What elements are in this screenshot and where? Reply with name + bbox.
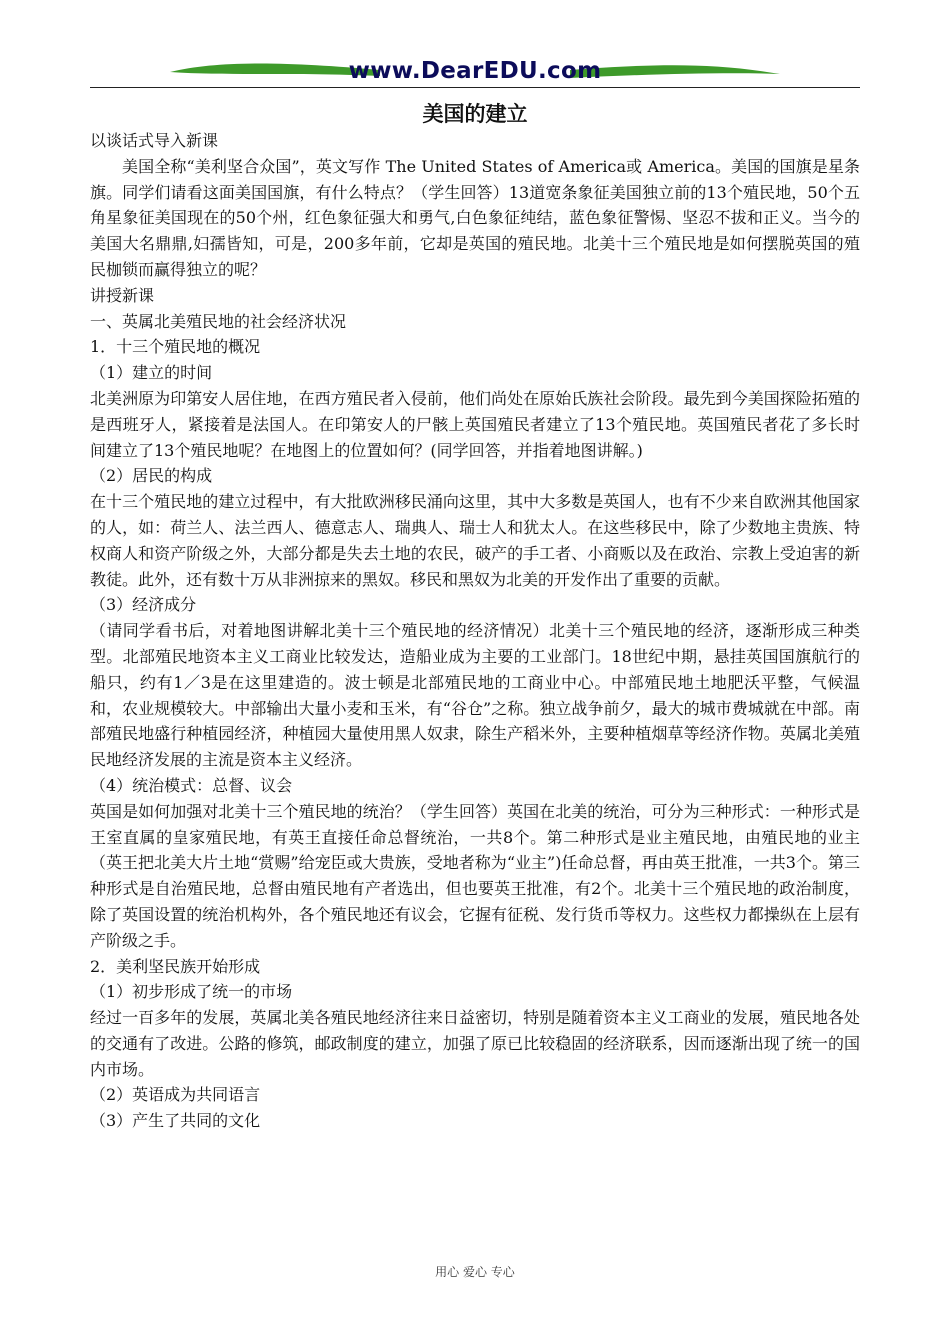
item-heading-population: （2）居民的构成 (90, 466, 213, 486)
item-heading-culture: （3）产生了共同的文化 (90, 1111, 261, 1131)
item-heading-governance: （4）统治模式：总督、议会 (90, 775, 293, 795)
lesson-heading: 讲授新课 (90, 285, 155, 305)
intro-heading: 以谈话式导入新课 (90, 131, 219, 150)
subsection-heading-2: 2．美利坚民族开始形成 (90, 956, 261, 976)
page-footer: 用心 爱心 专心 (435, 1265, 515, 1279)
page-title: 美国的建立 (422, 102, 528, 126)
item-heading-market: （1）初步形成了统一的市场 (90, 982, 293, 1002)
subsection-heading-1: 1．十三个殖民地的概况 (90, 337, 261, 357)
section-heading-1: 一、英属北美殖民地的社会经济状况 (90, 311, 347, 331)
paragraph-market: 经过一百多年的发展，英属北美各殖民地经济往来日益密切，特别是随着资本主义工商业的发展，殖民地各处的交通有了改进。公路的修筑，邮政制度的建立，加强了原已比较稳固的经济联系，因而逐渐出现了统一的国内市场。 (90, 1008, 860, 1079)
paragraph-founding-time: 北美洲原为印第安人居住地，在西方殖民者入侵前，他们尚处在原始氏族社会阶段。最先到今美国探险拓殖的是西班牙人，紧接着是法国人。在印第安人的尸骸上英国殖民者建立了13个殖民地。英国殖民者花了多长时间建立了13个殖民地呢？在地图上的位置如何？(同学回答，并指着地图讲解。) (90, 388, 860, 460)
item-heading-language: （2）英语成为共同语言 (90, 1085, 261, 1105)
header-divider (90, 87, 860, 88)
intro-paragraph: 美国全称“美利坚合众国”，英文写作 The United States of America或 America。美国的国旗是星条旗。同学们请看这面美国国旗，有什么特点？（学生回答）13道宽条象征美国独立前的13个殖民地，50个五角星象征美国现在的50个州，红色象征强大和勇气,白色象征纯结，蓝色象征警惕、坚忍不拔和正义。当今的美国大名鼎鼎,妇孺皆知，可是，200多年前，它却是英国的殖民地。北美十三个殖民地是如何摆脱英国的殖民枷锁而赢得独立的呢？ (90, 156, 860, 279)
item-heading-economy: （3）经济成分 (90, 595, 197, 615)
paragraph-governance: 英国是如何加强对北美十三个殖民地的统治？（学生回答）英国在北美的统治，可分为三种形式：一种形式是王室直属的皇家殖民地，有英王直接任命总督统治，一共8个。第二种形式是业主殖民地，由殖民地的业主（英王把北美大片土地“赏赐”给宠臣或大贵族，受地者称为“业主”)任命总督，再由英王批准，一共3个。第三种形式是自治殖民地，总督由殖民地有产者选出，但也要英王批准，有2个。北美十三个殖民地的政治制度，除了英国设置的统治机构外，各个殖民地还有议会，它握有征税、发行货币等权力。这些权力都操纵在上层有产阶级之手。 (90, 801, 860, 950)
paragraph-economy: （请同学看书后，对着地图讲解北美十三个殖民地的经济情况）北美十三个殖民地的经济，逐渐形成三种类型。北部殖民地资本主义工商业比较发达，造船业成为主要的工业部门。18世纪中期，悬挂英国国旗航行的船只，约有1／3是在这里建造的。波士顿是北部殖民地的工商业中心。中部殖民地土地肥沃平整，气候温和，农业规模较大。中部输出大量小麦和玉米，有“谷仓”之称。独立战争前夕，最大的城市费城就在中部。南部殖民地盛行种植园经济，种植园大量使用黑人奴隶，除生产稻米外，主要种植烟草等经济作物。英属北美殖民地经济发展的主流是资本主义经济。 (90, 621, 860, 770)
site-logo-text[interactable]: www.DearEDU.com (348, 58, 602, 84)
site-header-banner (90, 56, 860, 94)
document-body (90, 128, 860, 1134)
paragraph-population: 在十三个殖民地的建立过程中，有大批欧洲移民涌向这里，其中大多数是英国人，也有不少来自欧洲其他国家的人，如：荷兰人、法兰西人、德意志人、瑞典人、瑞士人和犹太人。在这些移民中，除了少数地主贵族、特权商人和资产阶级之外，大部分都是失去土地的农民，破产的手工者、小商贩以及在政治、宗教上受迫害的新教徒。此外，还有数十万从非洲掠来的黑奴。移民和黑奴为北美的开发作出了重要的贡献。 (90, 492, 860, 589)
item-heading-founding-time: （1）建立的时间 (90, 363, 213, 383)
